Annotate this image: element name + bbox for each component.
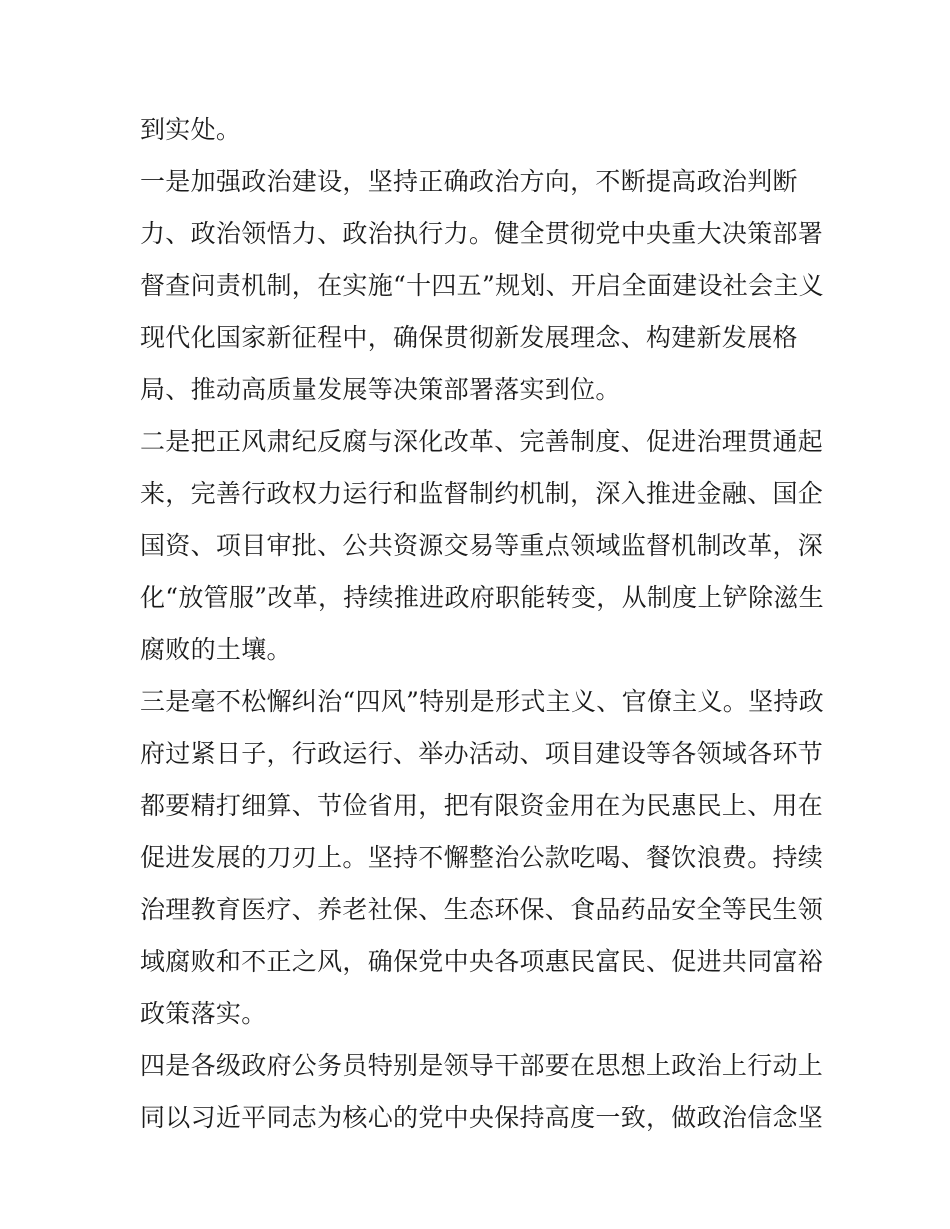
- text-line: 腐败的土壤。: [140, 635, 292, 664]
- text-line: 域腐败和不正之风，确保党中央各项惠民富民、促进共同富裕: [140, 947, 824, 976]
- text-line: 治理教育医疗、养老社保、生态环保、食品药品安全等民生领: [140, 895, 824, 924]
- text-line: 力、政治领悟力、政治执行力。健全贯彻党中央重大决策部署: [140, 219, 824, 248]
- text-line: 来，完善行政权力运行和监督制约机制，深入推进金融、国企: [140, 479, 824, 508]
- text-line: 都要精打细算、节俭省用，把有限资金用在为民惠民上、用在: [140, 791, 824, 820]
- document-body: [140, 104, 824, 1144]
- text-line: 到实处。: [140, 115, 242, 144]
- text-line: 督查问责机制，在实施“十四五”规划、开启全面建设社会主义: [140, 271, 824, 300]
- text-line: 三是毫不松懈纠治“四风”特别是形式主义、官僚主义。坚持政: [140, 687, 824, 716]
- text-line: 府过紧日子，行政运行、举办活动、项目建设等各领域各环节: [140, 739, 824, 768]
- text-line: 国资、项目审批、公共资源交易等重点领域监督机制改革，深: [140, 531, 824, 560]
- text-line: 现代化国家新征程中，确保贯彻新发展理念、构建新发展格: [140, 323, 798, 352]
- text-line: 一是加强政治建设，坚持正确政治方向，不断提高政治判断: [140, 167, 798, 196]
- text-line: 局、推动高质量发展等决策部署落实到位。: [140, 375, 621, 404]
- text-line: 二是把正风肃纪反腐与深化改革、完善制度、促进治理贯通起: [140, 427, 824, 456]
- text-line: 促进发展的刀刃上。坚持不懈整治公款吃喝、餐饮浪费。持续: [140, 843, 824, 872]
- text-line: 化“放管服”改革，持续推进政府职能转变，从制度上铲除滋生: [140, 583, 824, 612]
- text-line: 同以习近平同志为核心的党中央保持高度一致，做政治信念坚: [140, 1103, 824, 1132]
- text-line: 四是各级政府公务员特别是领导干部要在思想上政治上行动上: [140, 1051, 824, 1080]
- text-line: 政策落实。: [140, 999, 267, 1028]
